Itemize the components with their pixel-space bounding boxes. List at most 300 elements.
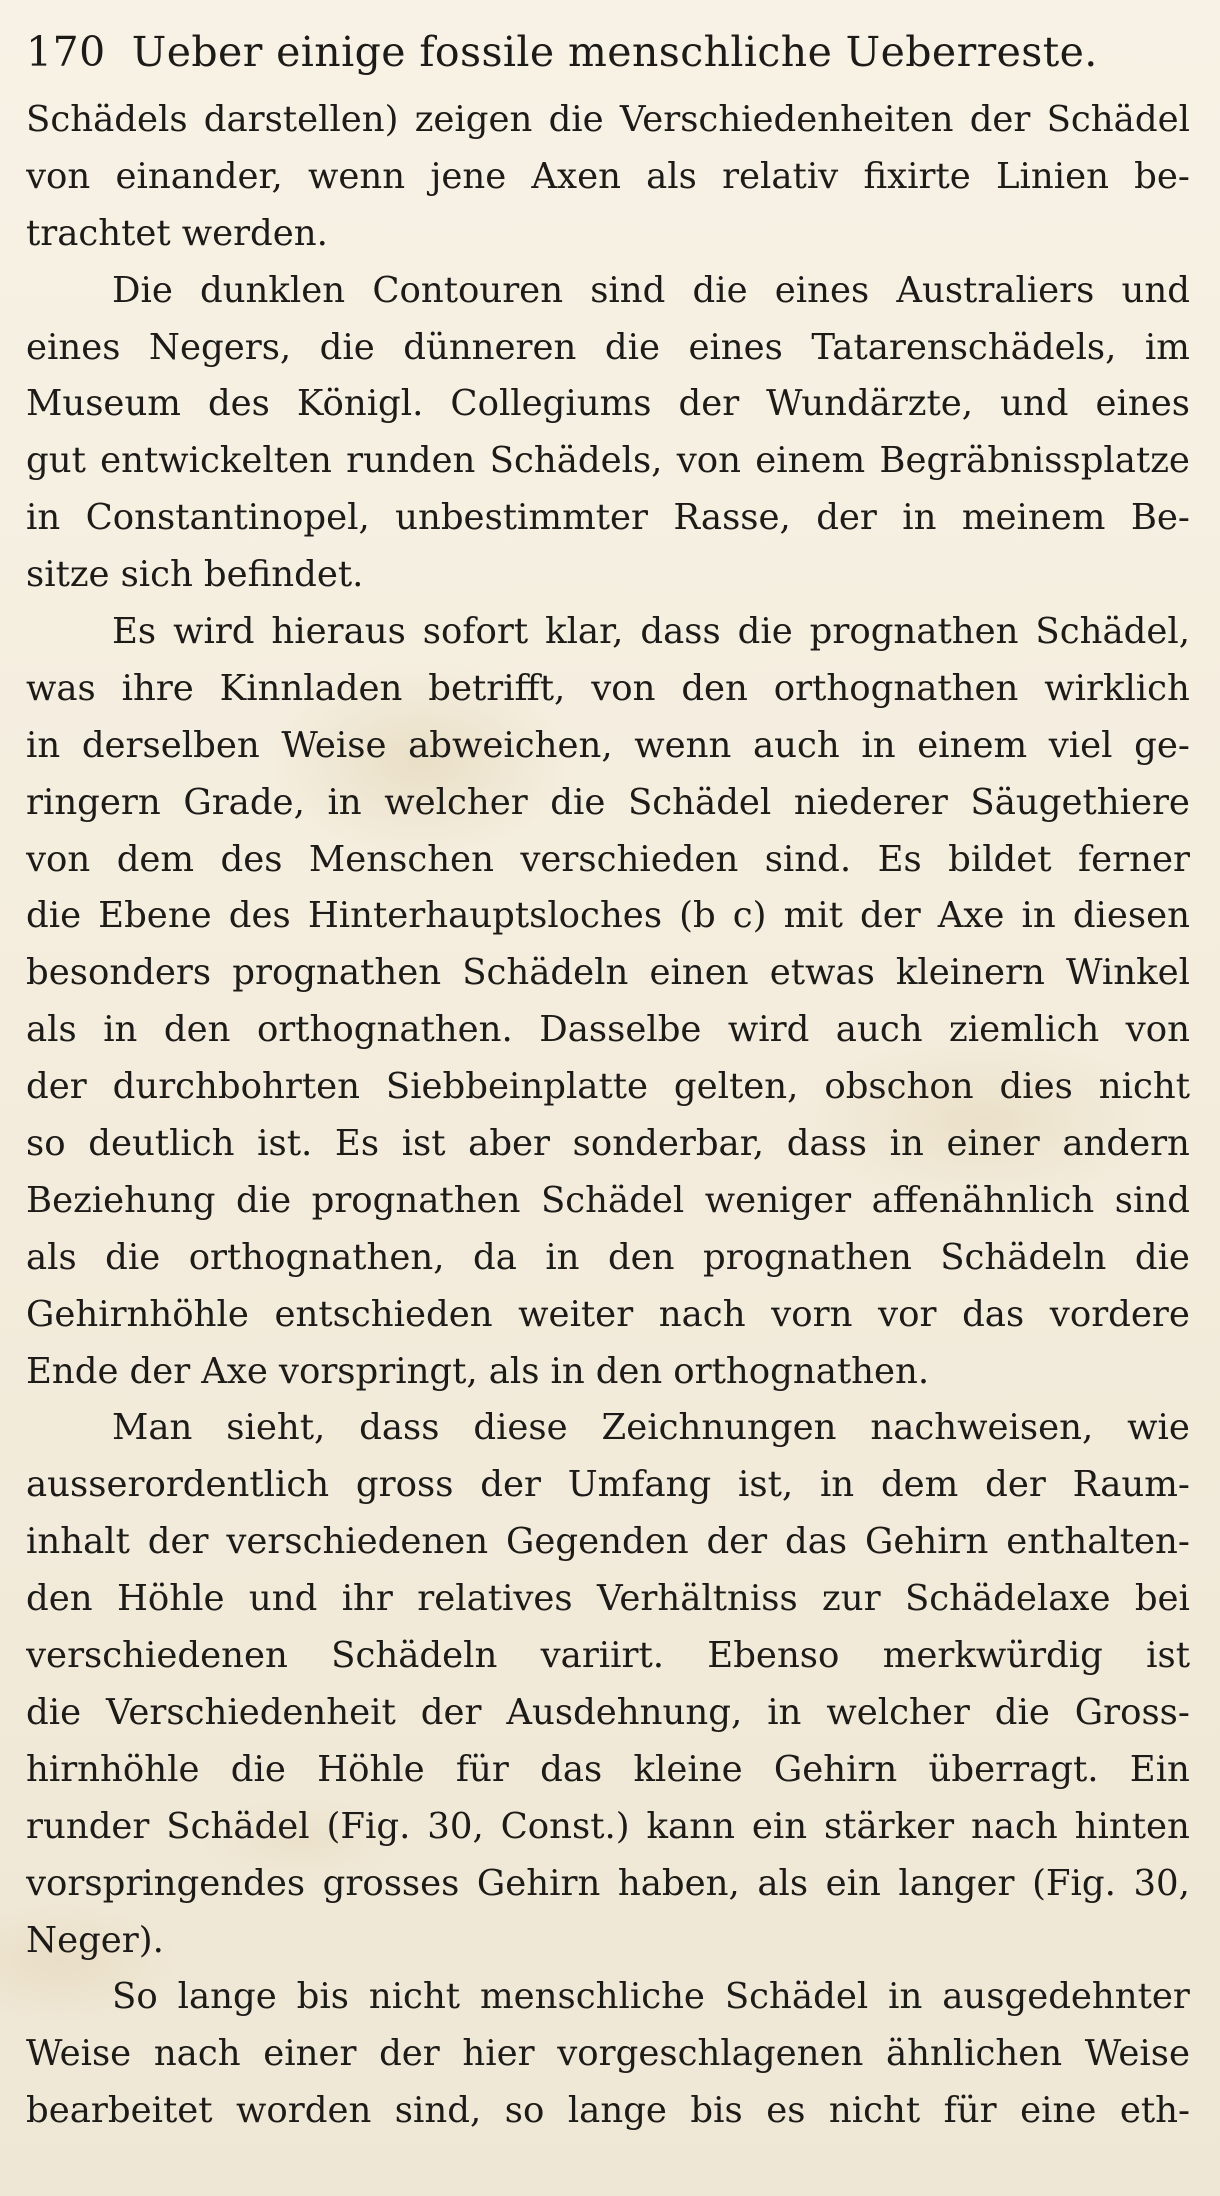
word: merkwürdig <box>882 1635 1103 1677</box>
word: eth- <box>1119 2090 1190 2132</box>
word: in <box>26 497 61 539</box>
word: Axen <box>531 155 621 197</box>
word: bis <box>296 1976 349 2018</box>
word: Kinnladen <box>219 667 403 709</box>
word: die <box>105 1236 161 1278</box>
page-header <box>26 22 1196 82</box>
word: Die <box>112 269 173 311</box>
word: enthalten- <box>1006 1521 1190 1563</box>
word: vor <box>878 1293 937 1335</box>
word: orthognathen, <box>188 1236 445 1278</box>
word: dünneren <box>403 326 577 368</box>
word: Höhle <box>116 1578 225 1620</box>
word: Weise <box>281 724 387 766</box>
word: trachtet <box>26 212 171 254</box>
word: Säugethiere <box>970 781 1190 823</box>
word: sitze <box>26 554 110 596</box>
word: lange <box>567 2090 667 2132</box>
word: Const.) <box>500 1805 630 1847</box>
word: als <box>646 155 697 197</box>
word: affenähnlich <box>871 1179 1095 1221</box>
word: die <box>1134 1236 1190 1278</box>
word: in <box>103 1009 138 1051</box>
word: Ebene <box>98 895 212 937</box>
word: kleine <box>633 1748 743 1790</box>
word: abweichen, <box>408 724 613 766</box>
word: prognathen <box>232 952 442 994</box>
word: so <box>504 2090 545 2132</box>
word: prognathen <box>702 1236 912 1278</box>
word: be- <box>1134 155 1190 197</box>
word: bis <box>690 2090 743 2132</box>
word: Menschen <box>308 838 494 880</box>
word: welcher <box>826 1691 970 1733</box>
word: eines <box>26 326 121 368</box>
word: wird <box>727 1009 810 1051</box>
word: zur <box>822 1578 881 1620</box>
word: Zeichnungen <box>601 1407 837 1449</box>
word: ähnlichen <box>885 2033 1063 2075</box>
text-line <box>26 604 1190 661</box>
word: Schädel <box>166 1805 310 1847</box>
word: derselben <box>81 724 260 766</box>
word: in <box>550 1350 585 1392</box>
word: Gegenden <box>506 1521 689 1563</box>
text-line <box>26 376 1190 433</box>
word: besonders <box>26 952 212 994</box>
word: das <box>785 1521 848 1563</box>
word: Schädels <box>26 99 188 140</box>
text-line <box>26 1628 1190 1685</box>
word: den <box>681 667 748 709</box>
word: 30, <box>1133 1862 1190 1904</box>
word: von <box>1125 1009 1190 1051</box>
word: inhalt <box>26 1521 130 1563</box>
word: Höhle <box>317 1748 425 1790</box>
word: überragt. <box>928 1748 1099 1790</box>
word: nicht <box>1098 1066 1190 1108</box>
word: Verschiedenheiten <box>619 99 954 140</box>
word: was <box>26 667 96 709</box>
word: dem <box>116 838 195 880</box>
word: die <box>548 99 604 140</box>
text-line <box>26 1913 1190 1970</box>
word: orthognathen. <box>673 1350 930 1392</box>
text-line <box>26 263 1190 320</box>
word: den <box>163 1009 231 1051</box>
word: Schädeln <box>940 1236 1107 1278</box>
word: im <box>1144 326 1190 368</box>
word: Königl. <box>296 383 424 425</box>
word: orthognathen <box>773 667 1019 709</box>
word: vordere <box>1049 1293 1190 1335</box>
word: der <box>985 1464 1046 1506</box>
word: sind. <box>764 838 852 880</box>
body-text <box>26 92 1190 2140</box>
word: der <box>816 497 877 539</box>
word: weniger <box>704 1179 852 1221</box>
word: variirt. <box>540 1635 665 1677</box>
text-line <box>26 1969 1190 2026</box>
word: der <box>129 1350 191 1392</box>
word: befindet. <box>203 554 364 596</box>
word: nicht <box>368 1976 461 2018</box>
word: die <box>994 1691 1050 1733</box>
word: Gehirn <box>864 1521 989 1563</box>
text-line <box>26 888 1190 945</box>
word: jene <box>430 155 507 197</box>
word: ist, <box>738 1464 794 1506</box>
word: bei <box>1134 1578 1190 1620</box>
text-line <box>26 1287 1190 1344</box>
word: dem <box>880 1464 959 1506</box>
word: Schädel, <box>1035 611 1190 653</box>
word: So <box>112 1976 158 2018</box>
word: relatives <box>417 1578 573 1620</box>
word: der <box>480 1464 541 1506</box>
text-line <box>26 775 1190 832</box>
word: des <box>220 838 283 880</box>
word: vorspringt, <box>278 1350 478 1392</box>
word: entschieden <box>274 1293 493 1335</box>
word: Gehirn <box>476 1862 601 1904</box>
word: diese <box>473 1407 568 1449</box>
text-line <box>26 1571 1190 1628</box>
text-line <box>26 2083 1190 2140</box>
word: nachweisen, <box>870 1407 1094 1449</box>
text-line <box>26 1856 1190 1913</box>
word: nicht <box>828 2090 921 2132</box>
word: einer <box>946 1123 1040 1165</box>
word: Ebenso <box>707 1635 840 1677</box>
word: 30, <box>427 1805 484 1847</box>
text-line <box>26 433 1190 490</box>
word: Schädel <box>724 1976 869 2018</box>
word: Schädel <box>1046 99 1190 140</box>
word: darstellen) <box>203 99 399 140</box>
text-line <box>26 1742 1190 1799</box>
text-line <box>26 1400 1190 1457</box>
word: Ausdehnung, <box>506 1691 743 1733</box>
word: Siebbeinplatte <box>385 1066 649 1108</box>
word: Axe <box>937 895 1005 937</box>
word: Winkel <box>1065 952 1190 994</box>
word: die <box>692 269 748 311</box>
text-line <box>26 547 1190 604</box>
word: der <box>147 1521 209 1563</box>
word: des <box>228 895 291 937</box>
word: so <box>26 1123 66 1165</box>
word: werden. <box>181 212 328 254</box>
word: da <box>473 1236 517 1278</box>
word: ist <box>1146 1635 1190 1677</box>
word: die <box>604 326 660 368</box>
word: gut <box>26 440 86 482</box>
text-line <box>26 832 1190 889</box>
word: in <box>767 1691 802 1733</box>
word: Raum- <box>1072 1464 1190 1506</box>
word: von <box>676 440 741 482</box>
word: etwas <box>769 952 875 994</box>
word: eine <box>1020 2090 1097 2132</box>
word: Tatarenschädels, <box>811 326 1117 368</box>
word: von <box>26 838 91 880</box>
word: die <box>26 1691 82 1733</box>
word: Man <box>112 1407 193 1449</box>
word: runden <box>346 440 476 482</box>
word: das <box>540 1748 603 1790</box>
word: hirnhöhle <box>26 1748 200 1790</box>
word: die <box>550 781 606 823</box>
word: prognathen <box>311 1179 521 1221</box>
word: in <box>545 1236 580 1278</box>
word: c) <box>732 895 767 937</box>
word: orthognathen. <box>256 1009 513 1051</box>
word: einander, <box>115 155 283 197</box>
text-line <box>26 1230 1190 1287</box>
word: die <box>319 326 375 368</box>
word: als <box>488 1350 540 1392</box>
word: hieraus <box>271 611 406 653</box>
word: (b <box>679 895 716 937</box>
word: in <box>861 724 896 766</box>
text-line <box>26 1344 1190 1401</box>
page-number: 170 <box>26 28 106 76</box>
text-line <box>26 718 1190 775</box>
word: durchbohrten <box>112 1066 360 1108</box>
word: ausserordentlich <box>26 1464 330 1506</box>
word: (Fig. <box>326 1805 411 1847</box>
word: und <box>1000 383 1069 425</box>
word: in <box>888 1976 923 2018</box>
word: in <box>1021 895 1056 937</box>
text-line <box>26 320 1190 377</box>
word: Ende <box>26 1350 119 1392</box>
word: worden <box>235 2090 372 2132</box>
word: nach <box>970 1805 1058 1847</box>
word: ist. <box>257 1123 313 1165</box>
word: für <box>943 2090 997 2132</box>
word: einer <box>263 2033 357 2075</box>
word: Negers, <box>148 326 292 368</box>
word: wird <box>173 611 255 653</box>
word: weiter <box>518 1293 634 1335</box>
word: nach <box>153 2033 241 2075</box>
word: grosses <box>322 1862 460 1904</box>
text-line <box>26 1116 1190 1173</box>
text-line <box>26 1059 1190 1116</box>
word: den <box>595 1350 663 1392</box>
word: und <box>1121 269 1190 311</box>
word: Contouren <box>372 269 564 311</box>
word: Hinterhauptsloches <box>307 895 663 937</box>
word: eines <box>688 326 783 368</box>
word: der <box>420 1691 482 1733</box>
word: langer <box>898 1862 1015 1904</box>
word: den <box>26 1578 93 1620</box>
word: aber <box>468 1123 551 1165</box>
word: Australiers <box>896 269 1095 311</box>
word: ferner <box>1077 838 1190 880</box>
word: hier <box>462 2033 535 2075</box>
word: die <box>737 611 793 653</box>
word: einen <box>649 952 749 994</box>
word: in <box>327 781 362 823</box>
word: dass <box>640 611 721 653</box>
word: ihr <box>341 1578 393 1620</box>
word: der <box>969 99 1031 140</box>
text-line <box>26 1685 1190 1742</box>
word: Museum <box>26 383 181 425</box>
word: als <box>757 1862 809 1904</box>
word: vorspringendes <box>26 1862 306 1904</box>
word: Weise <box>26 2033 132 2075</box>
word: gelten, <box>673 1066 799 1108</box>
text-line <box>26 2026 1190 2083</box>
word: das <box>962 1293 1025 1335</box>
word: menschliche <box>479 1976 705 2018</box>
word: ein <box>751 1805 808 1847</box>
word: Es <box>112 611 157 653</box>
word: mit <box>783 895 843 937</box>
word: deutlich <box>88 1123 235 1165</box>
word: dunklen <box>199 269 346 311</box>
word: Schädeln <box>331 1635 498 1677</box>
word: Verhältniss <box>597 1578 798 1620</box>
word: meinem <box>961 497 1106 539</box>
word: prognathen <box>809 611 1019 653</box>
word: Schädelaxe <box>904 1578 1111 1620</box>
word: ge- <box>1134 724 1190 766</box>
text-line <box>26 206 1190 263</box>
word: runder <box>26 1805 150 1847</box>
word: als <box>26 1009 77 1051</box>
word: Verschiedenheit <box>106 1691 396 1733</box>
word: und <box>248 1578 318 1620</box>
word: die <box>230 1748 286 1790</box>
word: einem <box>917 724 1028 766</box>
word: Gehirnhöhle <box>26 1293 249 1335</box>
word: lange <box>177 1976 277 2018</box>
word: in <box>819 1464 855 1506</box>
word: sofort <box>422 611 529 653</box>
word: dass <box>786 1123 868 1165</box>
word: die <box>26 895 82 937</box>
word: verschiedenen <box>26 1635 288 1677</box>
word: wie <box>1127 1407 1190 1449</box>
text-line <box>26 1457 1190 1514</box>
word: von <box>26 155 91 197</box>
word: auch <box>835 1009 923 1051</box>
word: viel <box>1048 724 1113 766</box>
word: haben, <box>617 1862 740 1904</box>
word: Weise <box>1084 2033 1190 2075</box>
text-line <box>26 1514 1190 1571</box>
word: ihre <box>121 667 194 709</box>
word: sind <box>590 269 666 311</box>
word: eines <box>774 269 870 311</box>
word: Axe <box>201 1350 268 1392</box>
word: es <box>766 2090 806 2132</box>
word: hinten <box>1074 1805 1190 1847</box>
word: Es <box>334 1123 380 1165</box>
word: kleinern <box>895 952 1045 994</box>
word: entwickelten <box>100 440 332 482</box>
text-line <box>26 1173 1190 1230</box>
word: obschon <box>824 1066 974 1108</box>
text-line <box>26 490 1190 547</box>
word: verschieden <box>520 838 739 880</box>
word: in <box>26 724 61 766</box>
running-title: Ueber einige fossile menschliche Ueberreste. <box>131 28 1098 76</box>
word: wenn <box>308 155 406 197</box>
word: der <box>859 895 921 937</box>
word: relativ <box>722 155 839 197</box>
word: die <box>236 1179 292 1221</box>
word: nach <box>658 1293 746 1335</box>
word: Grade, <box>183 781 305 823</box>
word: unbestimmter <box>395 497 648 539</box>
word: wirklich <box>1044 667 1190 709</box>
word: andern <box>1062 1123 1190 1165</box>
word: niederer <box>793 781 948 823</box>
word: bildet <box>948 838 1052 880</box>
word: bearbeitet <box>26 2090 213 2132</box>
word: ziemlich <box>949 1009 1100 1051</box>
text-line <box>26 661 1190 718</box>
word: diesen <box>1072 895 1190 937</box>
word: wenn <box>634 724 732 766</box>
word: vorgeschlagenen <box>557 2033 864 2075</box>
word: Be- <box>1130 497 1190 539</box>
word: Rasse, <box>673 497 791 539</box>
text-line <box>26 1799 1190 1856</box>
word: gross <box>355 1464 454 1506</box>
word: stärker <box>823 1805 955 1847</box>
word: Begräbnissplatze <box>879 440 1190 482</box>
word: ein <box>825 1862 881 1904</box>
word: zeigen <box>414 99 533 140</box>
word: Beziehung <box>26 1179 216 1221</box>
word: sind, <box>394 2090 482 2132</box>
word: dies <box>999 1066 1073 1108</box>
word: Es <box>877 838 922 880</box>
text-line <box>26 945 1190 1002</box>
word: (Fig. <box>1032 1862 1116 1904</box>
word: in <box>902 497 937 539</box>
word: in <box>889 1123 924 1165</box>
word: ringern <box>26 781 161 823</box>
word: ausgedehnter <box>942 1976 1190 2018</box>
word: sich <box>120 554 193 596</box>
word: fixirte <box>863 155 971 197</box>
word: Schädeln <box>462 952 629 994</box>
word: Gross- <box>1074 1691 1190 1733</box>
word: der <box>26 1066 87 1108</box>
word: ist <box>401 1123 446 1165</box>
word: auch <box>753 724 840 766</box>
word: von <box>591 667 656 709</box>
word: welcher <box>384 781 528 823</box>
word: Schädel <box>627 781 772 823</box>
word: Constantinopel, <box>85 497 370 539</box>
word: klar, <box>545 611 624 653</box>
word: Dasselbe <box>539 1009 702 1051</box>
word: vorn <box>771 1293 853 1335</box>
word: für <box>455 1748 509 1790</box>
word: Neger). <box>26 1919 164 1961</box>
text-line <box>26 149 1190 206</box>
